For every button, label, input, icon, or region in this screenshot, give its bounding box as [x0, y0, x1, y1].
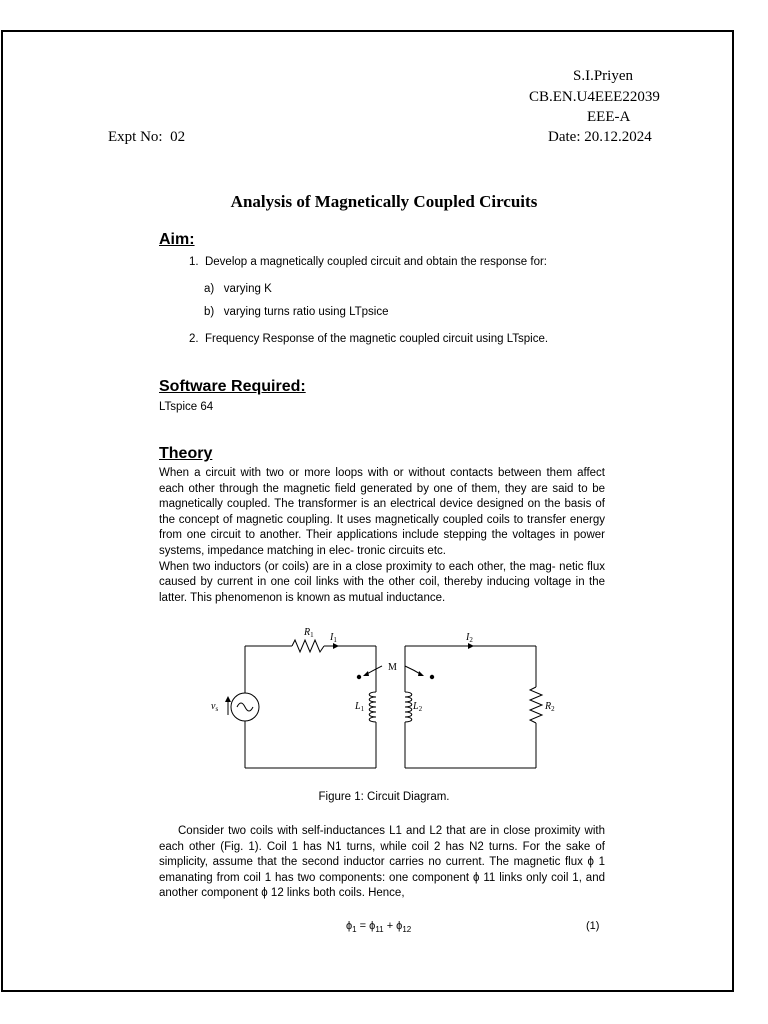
label-i1: $I_1$	[330, 632, 337, 644]
eq-sub: 12	[402, 925, 412, 935]
eq-sub: 11	[375, 925, 384, 935]
eq-equals: = ϕ	[356, 920, 376, 932]
mutual-arrow-head-right	[418, 671, 424, 676]
aim-item-1b: b) varying turns ratio using LTpsice	[204, 306, 389, 318]
eq-sub: 1	[352, 925, 357, 935]
label-r1: $R_1$	[304, 627, 314, 639]
aim-item-1: 1. Develop a magnetically coupled circuit and obtain the response for:	[189, 256, 547, 268]
class-section: EEE-A	[587, 109, 631, 125]
label-l1: $L_1$	[355, 701, 365, 713]
dot-marker-l1	[357, 675, 361, 679]
resistor-r1	[292, 640, 324, 652]
aim-item-2: 2. Frequency Response of the magnetic coupled circuit using LTspice.	[189, 333, 549, 345]
theory-text	[159, 466, 605, 606]
label-i2: $I_2$	[466, 632, 473, 644]
figure-caption: Figure 1: Circuit Diagram.	[318, 791, 450, 803]
inductor-l2	[405, 692, 412, 722]
theory-paragraph-2: When two inductors (or coils) are in a close proximity to each other, the mag- netic flux caused by current in one coil links with the other coil, thereby inducing voltage in the latter. This phenomenon is known as mutual inductance.	[159, 560, 605, 604]
theory-paragraph-3: Consider two coils with self-inductances L1 and L2 that are in close proximity with each other (Fig. 1). Coil 1 has N1 turns, while coil 2 has N2 turns. For the sake of simplicity, assume that the second inductor carries no current. The magnetic flux ϕ 1 emanating from coil 1 has two components: one component ϕ 11 links only coil 1, and another component ϕ 12 links both coils. Hence,	[159, 825, 605, 900]
experiment-date: Date: 20.12.2024	[548, 129, 652, 145]
aim-item-1a: a) varying K	[204, 283, 272, 295]
software-text: LTspice 64	[159, 401, 214, 413]
theory-paragraph-3-wrap	[159, 824, 605, 902]
label-vs: $v_s$	[211, 701, 219, 713]
theory-paragraph-1: When a circuit with two or more loops with or without contacts between them affect each other through the magnetic field generated by one of them, they are said to be magnetically coupled. The transformer is an electrical device designed on the basis of the concept of magnetic coupling. It uses magnetically coupled coils to transfer energy from one circuit to another. Their applications include stepping the voltages in power systems, impedance matching in elec- tronic circuits etc.	[159, 467, 605, 557]
theory-heading: Theory	[159, 445, 213, 462]
eq-plus: + ϕ	[383, 920, 403, 932]
label-r2: $R_2$	[545, 701, 555, 713]
mutual-arrow-head-left	[363, 671, 369, 676]
circuit-diagram	[200, 620, 570, 780]
resistor-r2	[530, 687, 542, 723]
eq-phi: ϕ	[346, 920, 353, 932]
software-heading: Software Required:	[159, 378, 306, 395]
label-l2: $L_2$	[413, 701, 423, 713]
experiment-number: Expt No: 02	[108, 129, 186, 145]
equation-1	[346, 920, 411, 934]
source-arrow-head	[225, 696, 231, 702]
sine-icon	[237, 703, 253, 711]
dot-marker-l2	[430, 675, 434, 679]
roll-number: CB.EN.U4EEE22039	[529, 89, 660, 105]
author-name: S.I.Priyen	[573, 68, 633, 84]
document-title: Analysis of Magnetically Coupled Circuits	[230, 192, 538, 211]
inductor-l1	[369, 692, 376, 722]
label-m: M	[388, 662, 397, 673]
aim-heading: Aim:	[159, 231, 195, 248]
equation-number: (1)	[586, 920, 600, 932]
